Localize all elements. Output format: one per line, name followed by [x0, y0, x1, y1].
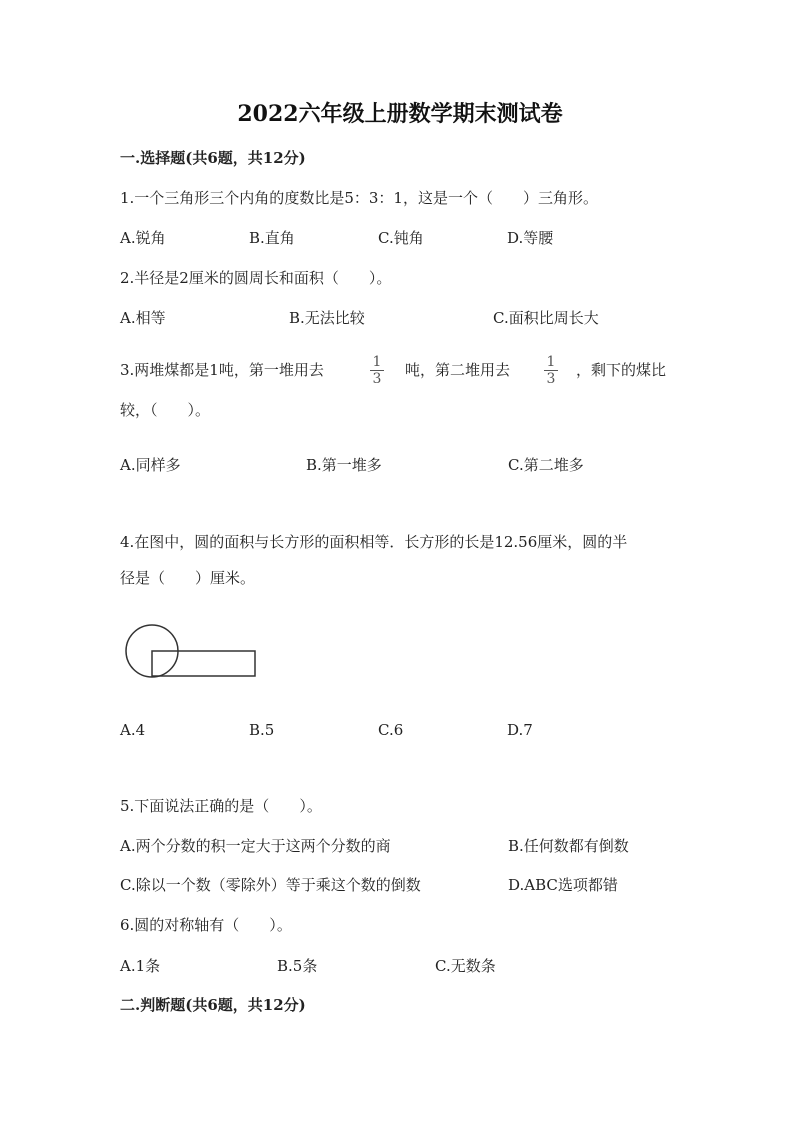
- q1-stem: 1.一个三角形三个内角的度数比是5：3：1，这是一个（ ）三角形。: [120, 189, 598, 207]
- q5-option-c[interactable]: C.除以一个数（零除外）等于乘这个数的倒数: [120, 876, 421, 894]
- fraction-numerator: 1: [546, 354, 556, 370]
- q5-option-a[interactable]: A.两个分数的积一定大于这两个分数的商: [120, 837, 391, 855]
- q3-fraction-1: [370, 355, 384, 386]
- q2-option-b[interactable]: B.无法比较: [289, 309, 365, 327]
- q1-option-d[interactable]: D.等腰: [507, 229, 554, 247]
- q2-stem: 2.半径是2厘米的圆周长和面积（ ）。: [120, 269, 392, 287]
- q3-fraction-2: [544, 355, 558, 386]
- q3-stem-part3: ，剩下的煤比: [576, 361, 667, 379]
- q3-stem-part4: 较，（ ）。: [120, 401, 211, 419]
- q1-option-b[interactable]: B.直角: [249, 229, 295, 247]
- page-title: 2022六年级上册数学期末测试卷: [237, 101, 563, 127]
- fraction-denominator: 3: [546, 371, 556, 387]
- q6-option-c[interactable]: C.无数条: [435, 957, 496, 975]
- q3-option-a[interactable]: A.同样多: [120, 456, 181, 474]
- q4-option-a[interactable]: A.4: [120, 721, 146, 739]
- q4-option-b[interactable]: B.5: [249, 721, 275, 739]
- q1-option-a[interactable]: A.锐角: [120, 229, 166, 247]
- q4-stem-line2: 径是（ ）厘米。: [120, 569, 256, 587]
- section2-heading: 二.判断题(共6题，共12分): [120, 996, 306, 1014]
- q5-option-b[interactable]: B.任何数都有倒数: [508, 837, 629, 855]
- q3-option-c[interactable]: C.第二堆多: [508, 456, 584, 474]
- q5-option-d[interactable]: D.ABC选项都错: [508, 876, 618, 894]
- q5-stem: 5.下面说法正确的是（ ）。: [120, 797, 322, 815]
- q4-option-d[interactable]: D.7: [507, 721, 533, 739]
- fraction-denominator: 3: [372, 371, 382, 387]
- q3-option-b[interactable]: B.第一堆多: [306, 456, 382, 474]
- q4-stem-line1: 4.在图中，圆的面积与长方形的面积相等．长方形的长是12.56厘米，圆的半: [120, 533, 628, 551]
- q3-stem-part2: 吨，第二堆用去: [405, 361, 511, 379]
- section1-heading: 一.选择题(共6题，共12分): [120, 149, 306, 167]
- circle-rectangle-figure: [120, 620, 265, 685]
- q2-option-c[interactable]: C.面积比周长大: [493, 309, 599, 327]
- q6-option-b[interactable]: B.5条: [277, 957, 318, 975]
- q2-option-a[interactable]: A.相等: [120, 309, 166, 327]
- q6-option-a[interactable]: A.1条: [120, 957, 161, 975]
- q4-option-c[interactable]: C.6: [378, 721, 404, 739]
- fraction-numerator: 1: [372, 354, 382, 370]
- q3-stem-part1: 3.两堆煤都是1吨，第一堆用去: [120, 361, 324, 379]
- q1-option-c[interactable]: C.钝角: [378, 229, 424, 247]
- q6-stem: 6.圆的对称轴有（ ）。: [120, 916, 292, 934]
